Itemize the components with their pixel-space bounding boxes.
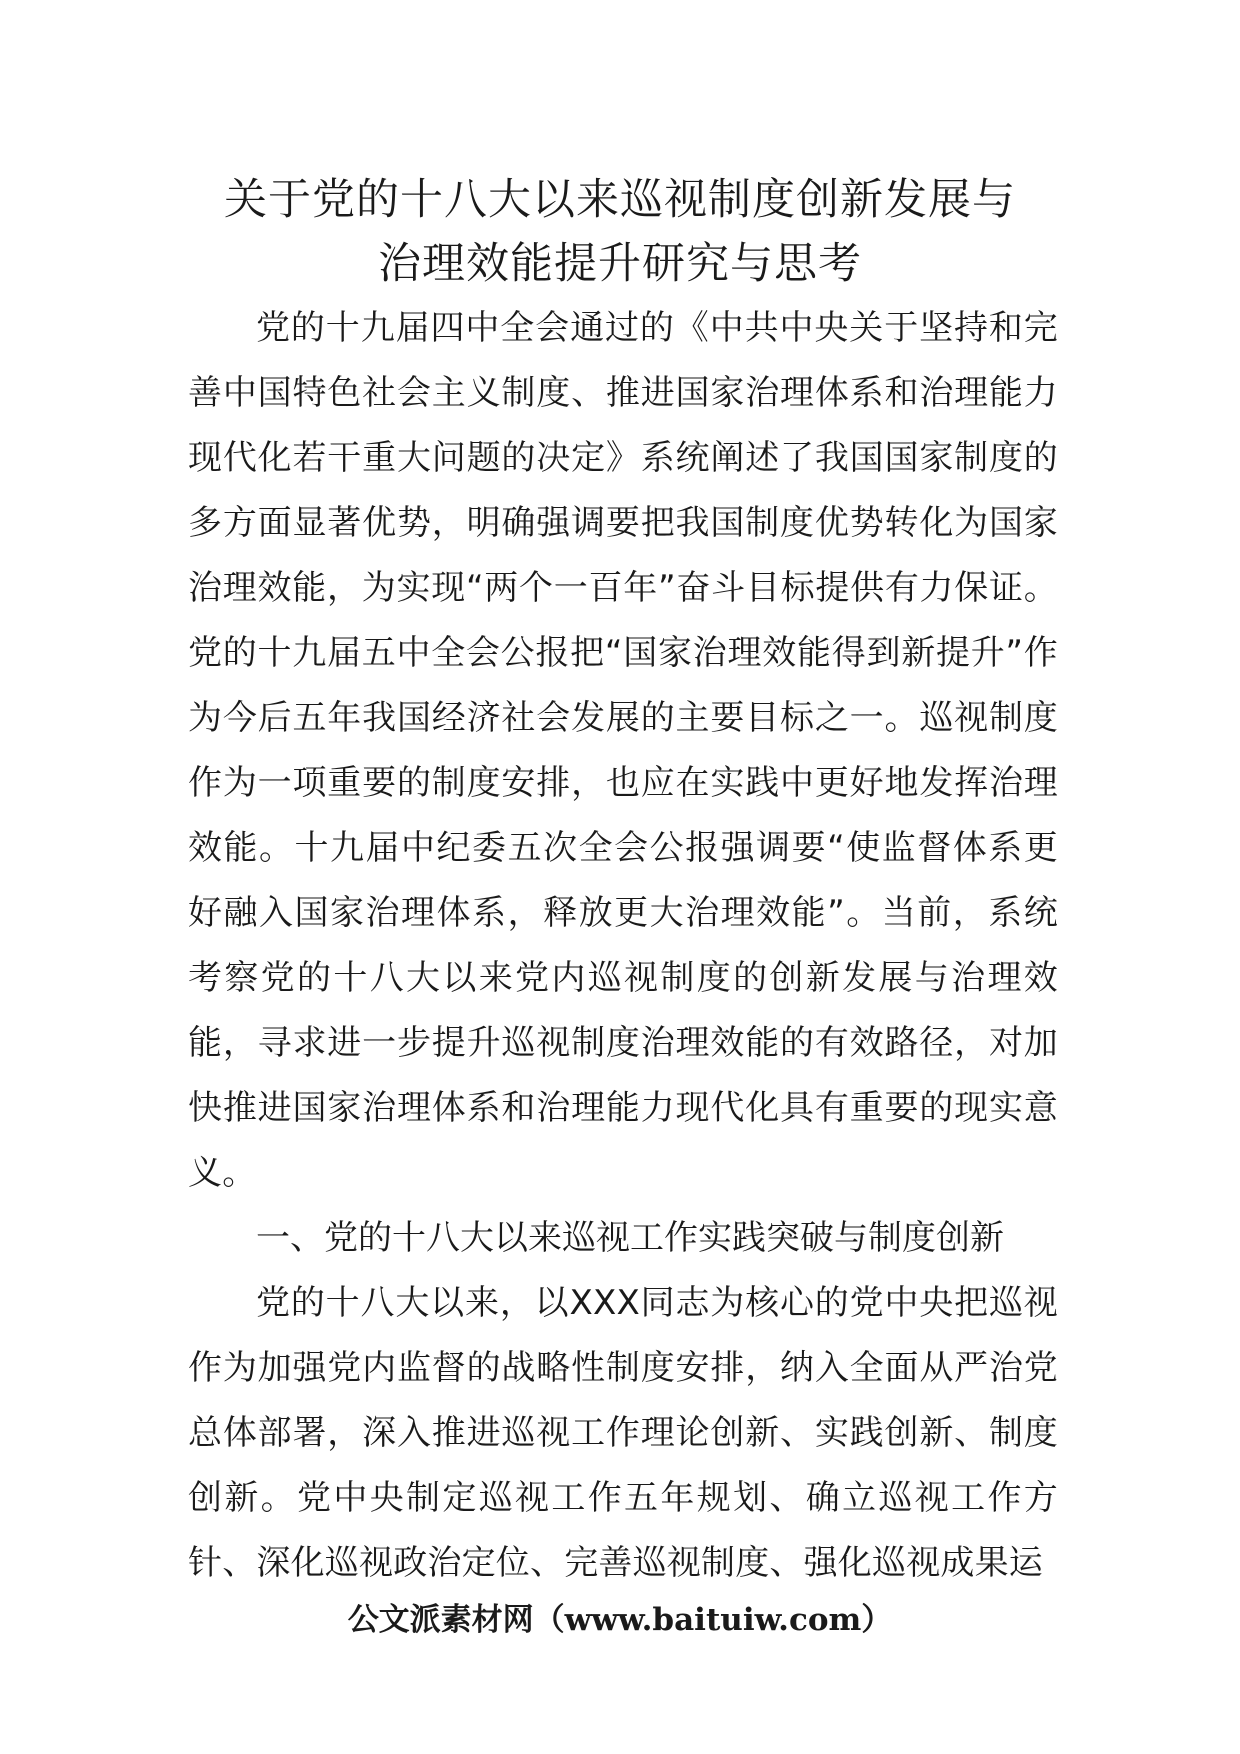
title-line-2: 治理效能提升研究与思考	[378, 239, 862, 289]
document-body	[188, 296, 1058, 1596]
footer-watermark: 公文派素材网（www.baituiw.com）	[347, 1602, 893, 1638]
section-paragraph: 党的十八大以来，以XXX同志为核心的党中央把巡视作为加强党内监督的战略性制度安排，纳入全面从严治党总体部署，深入推进巡视工作理论创新、实践创新、制度创新。党中央制定巡视工作五年规划、确立巡视工作方针、深化巡视政治定位、完善巡视制度、强化巡视成果运	[188, 1283, 1058, 1583]
section-heading: 一、党的十八大以来巡视工作实践突破与制度创新	[256, 1218, 1004, 1258]
intro-paragraph: 党的十九届四中全会通过的《中共中央关于坚持和完善中国特色社会主义制度、推进国家治理体系和治理能力现代化若干重大问题的决定》系统阐述了我国国家制度的多方面显著优势，明确强调要把我国制度优势转化为国家治理效能，为实现“两个一百年”奋斗目标提供有力保证。党的十九届五中全会公报把“国家治理效能得到新提升”作为今后五年我国经济社会发展的主要目标之一。巡视制度作为一项重要的制度安排，也应在实践中更好地发挥治理效能。十九届中纪委五次全会公报强调要“使监督体系更好融入国家治理体系，释放更大治理效能”。当前，系统考察党的十八大以来党内巡视制度的创新发展与治理效能，寻求进一步提升巡视制度治理效能的有效路径，对加快推进国家治理体系和治理能力现代化具有重要的现实意义。	[188, 308, 1058, 1193]
title-line-1: 关于党的十八大以来巡视制度创新发展与	[224, 175, 1016, 225]
document-title	[150, 168, 1090, 296]
